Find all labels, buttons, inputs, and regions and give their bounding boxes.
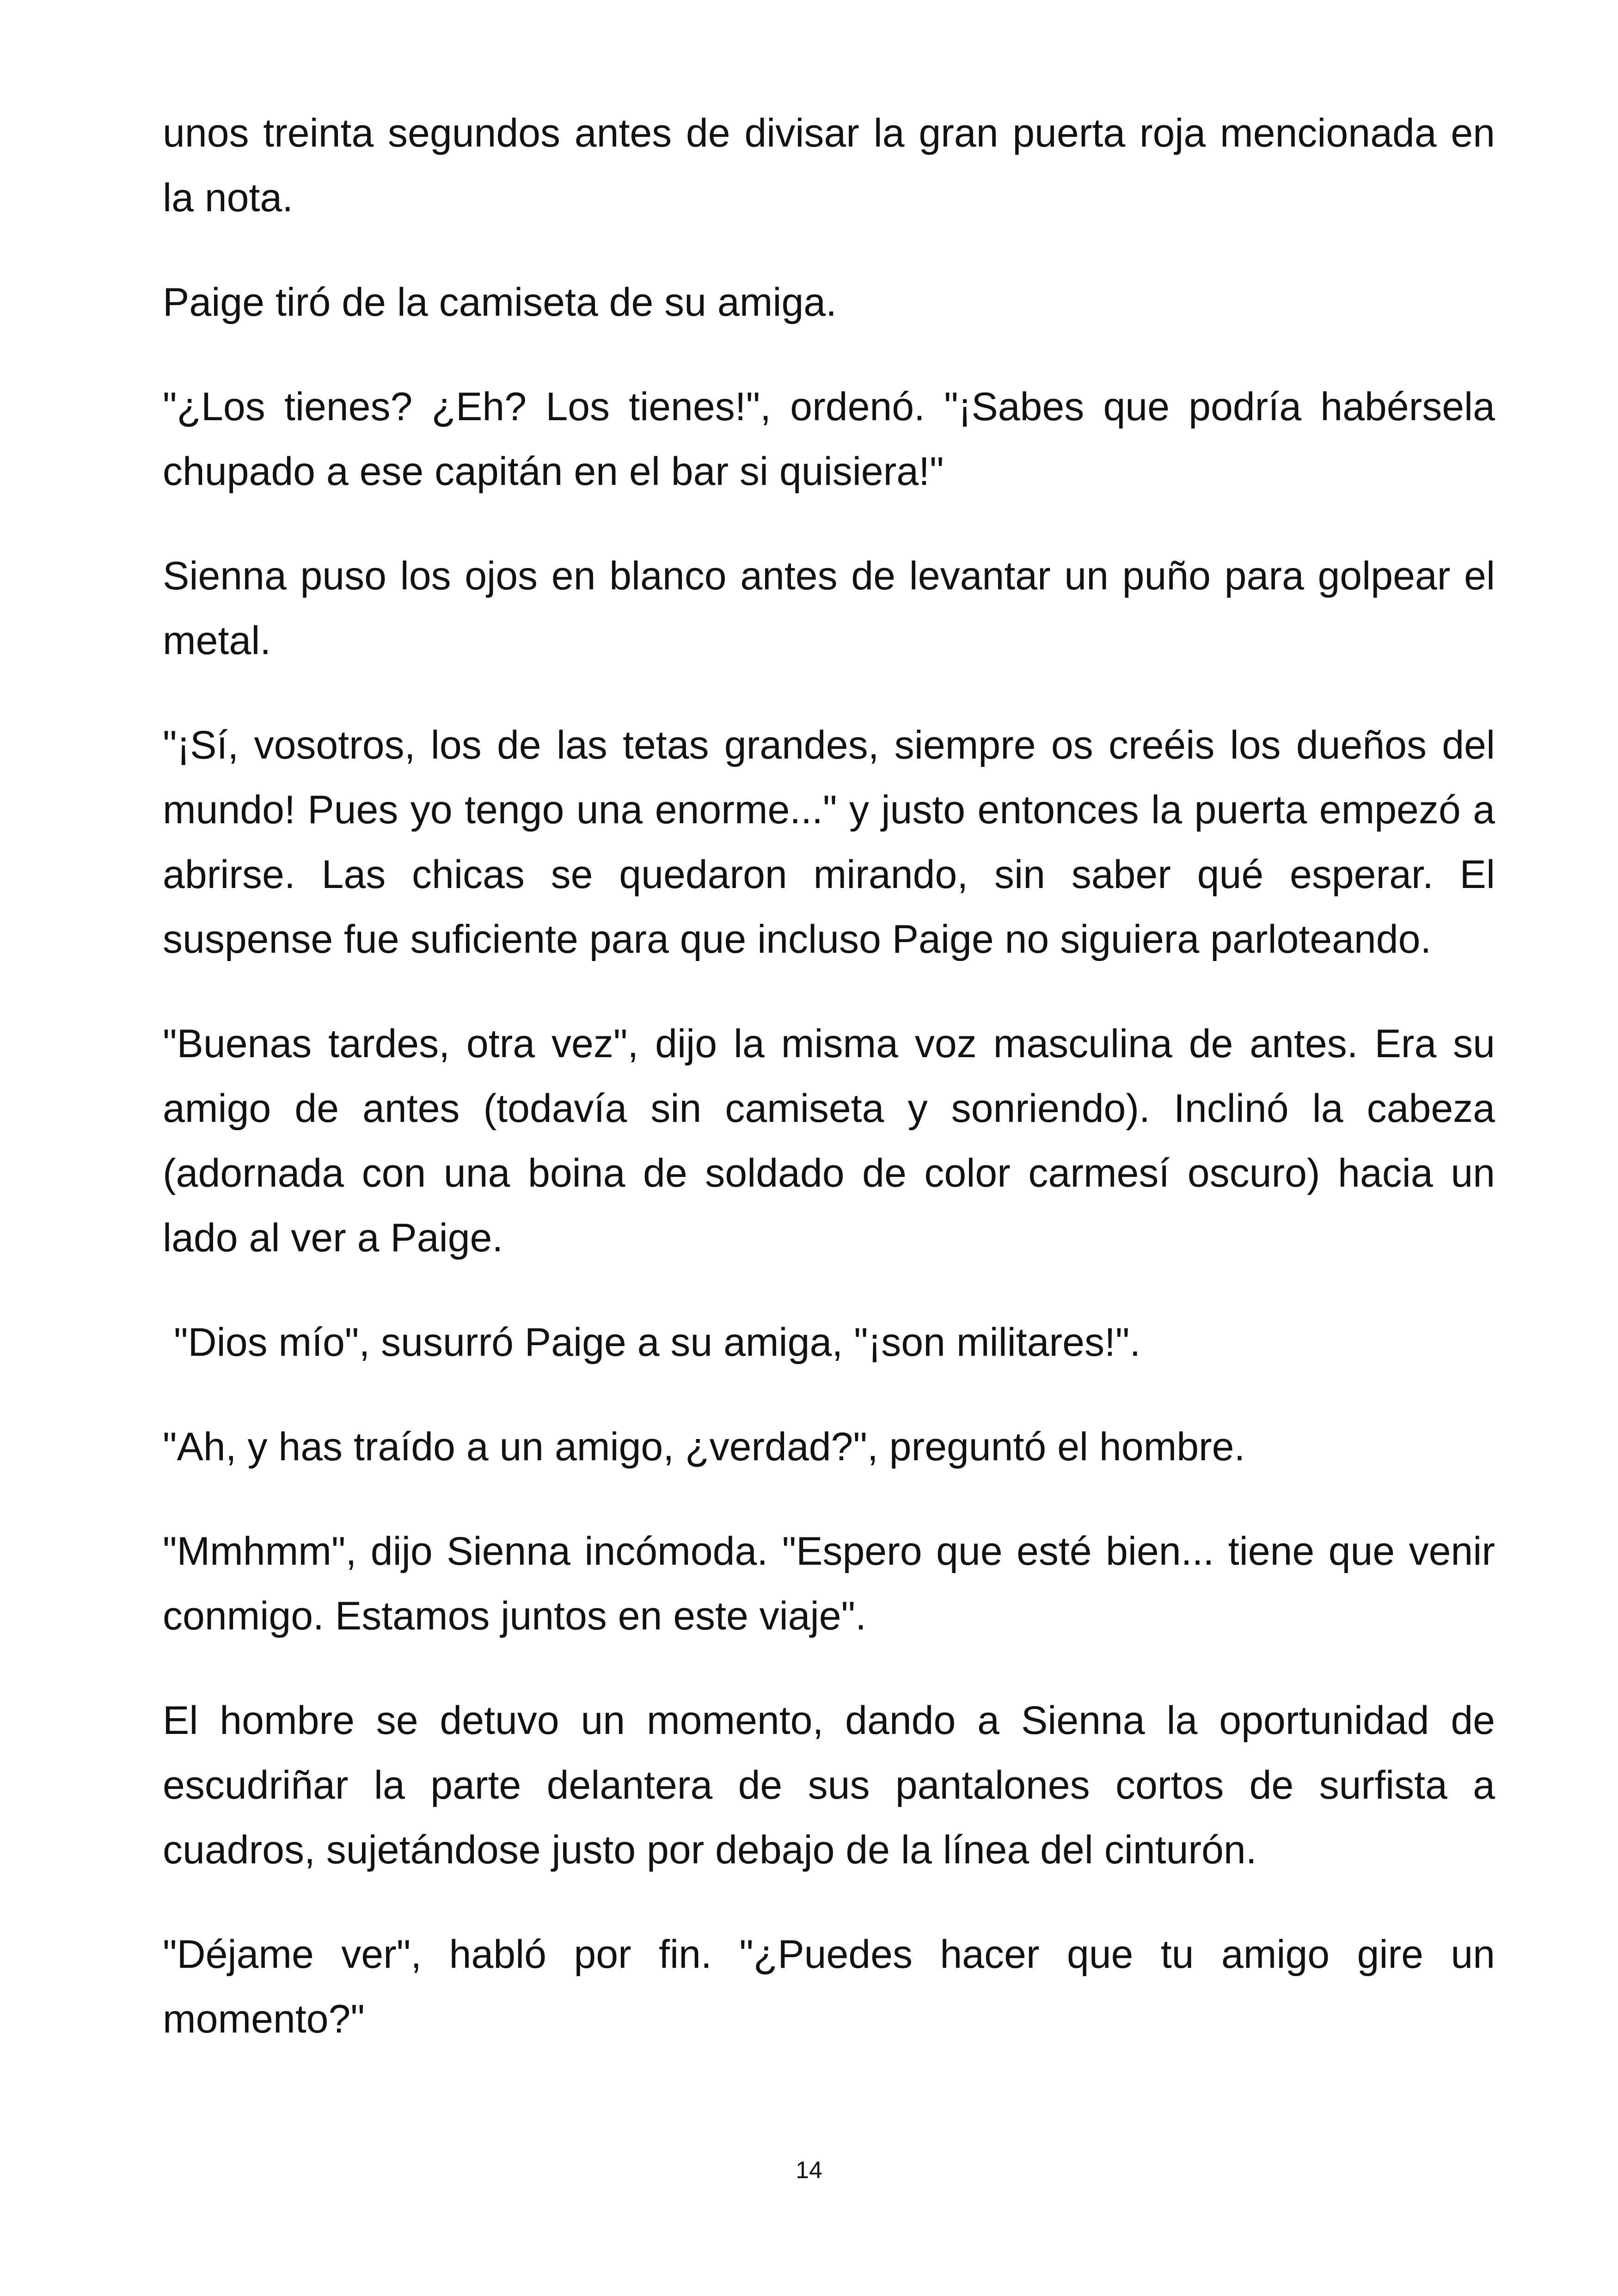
body-text [163, 101, 1495, 2091]
paragraph-6: "Buenas tardes, otra vez", dijo la misma voz masculina de antes. Era su amigo de antes (todavía sin camiseta y sonriendo). Inclinó la cabeza (adornada con una boina de soldado de color carmesí oscuro) hacia un lado al ver a Paige. [163, 1022, 1495, 1260]
paragraph-7: "Dios mío", susurró Paige a su amiga, "¡son militares!". [174, 1320, 1141, 1365]
paragraph-3: "¿Los tienes? ¿Eh? Los tienes!", ordenó. "¡Sabes que podría habérsela chupado a ese capitán en el bar si quisiera!" [163, 385, 1495, 494]
paragraph-9: "Mmhmm", dijo Sienna incómoda. "Espero que esté bien... tiene que venir conmigo. Estamos juntos en este viaje". [163, 1529, 1495, 1638]
paragraph-4: Sienna puso los ojos en blanco antes de levantar un puño para golpear el metal. [163, 554, 1495, 663]
paragraph-11: "Déjame ver", habló por fin. "¿Puedes hacer que tu amigo gire un momento?" [163, 1932, 1495, 2041]
paragraph-8: "Ah, y has traído a un amigo, ¿verdad?", preguntó el hombre. [163, 1425, 1245, 1469]
page-number: 14 [796, 2157, 822, 2184]
paragraph-1: unos treinta segundos antes de divisar la gran puerta roja mencionada en la nota. [163, 111, 1495, 220]
paragraph-5: "¡Sí, vosotros, los de las tetas grandes, siempre os creéis los dueños del mundo! Pues yo tengo una enorme..." y justo entonces la puerta empezó a abrirse. Las chicas se quedaron mirando, sin saber qué esperar. El suspense fue suficiente para que incluso Paige no siguiera parloteando. [163, 723, 1495, 961]
paragraph-2: Paige tiró de la camiseta de su amiga. [163, 280, 837, 325]
paragraph-10: El hombre se detuvo un momento, dando a Sienna la oportunidad de escudriñar la parte delantera de sus pantalones cortos de surfista a cuadros, sujetándose justo por debajo de la línea del cinturón. [163, 1698, 1495, 1872]
